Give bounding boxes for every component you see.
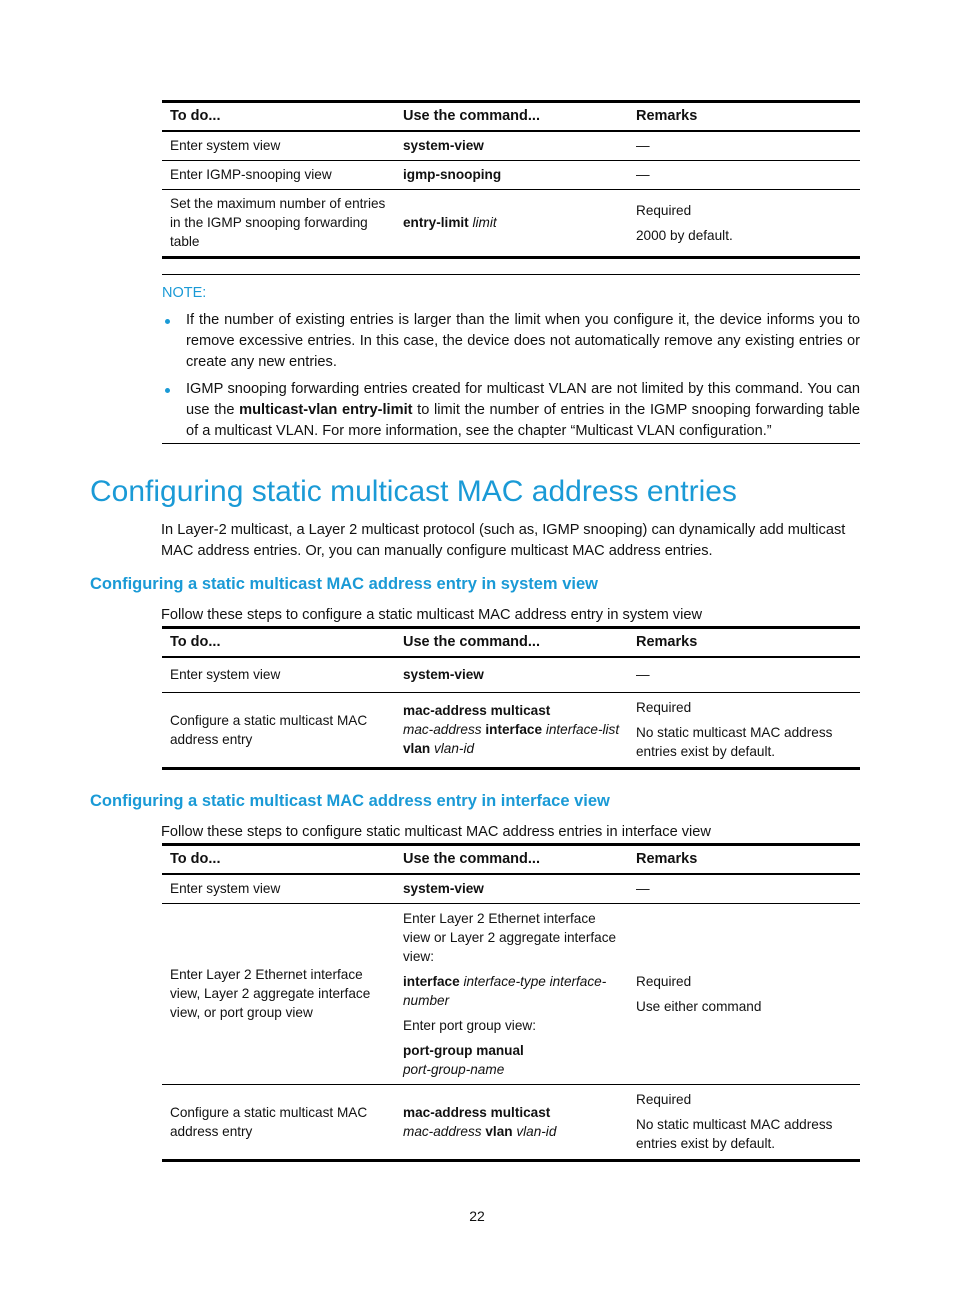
table-header-row [162,102,860,132]
command-cell [395,874,628,903]
remarks-line: Required [636,1092,692,1107]
command-cell [395,131,628,160]
todo-cell: Configure a static multicast MAC address entry [162,1084,395,1160]
command-argument: mac-address [403,722,482,737]
table-row [162,692,860,768]
command-keyword: port-group manual [403,1042,524,1058]
column-header-remarks: Remarks [628,845,860,875]
remarks-line: 2000 by default. [636,227,733,243]
column-header-todo: To do... [162,628,395,658]
igmp-entry-limit-table [162,100,860,259]
todo-cell: Set the maximum number of entries in the IGMP snooping forwarding table [162,189,395,257]
remarks-line: Use either command [636,998,762,1014]
table-header-row [162,845,860,875]
section-title: Configuring static multicast MAC address entries [90,475,737,508]
note-item-text: IGMP snooping forwarding entries created for multicast VLAN are not limited by this command. You can use the [186,381,860,418]
command-keyword: mac-address multicast [403,1104,551,1120]
note-top-rule [162,274,860,275]
column-header-command: Use the command... [395,102,628,132]
remarks-cell [628,1084,860,1160]
bullet-icon [165,388,170,393]
remarks-line: Required [636,973,692,989]
column-header-command: Use the command... [395,628,628,658]
remarks-line: Required [636,700,692,715]
column-header-todo: To do... [162,845,395,875]
command-cell [395,1084,628,1160]
todo-cell: Enter system view [162,874,395,903]
subsection-title-interface-view: Configuring a static multicast MAC address entry in interface view [90,792,610,810]
command-keyword: system-view [403,881,484,897]
command-cell [395,657,628,692]
column-header-remarks: Remarks [628,102,860,132]
table-row [162,657,860,692]
command-argument: limit [472,215,497,230]
table-row [162,160,860,189]
note-bottom-rule [162,443,860,444]
remarks-cell: — [628,874,860,903]
remarks-cell [628,189,860,257]
section-intro: In Layer-2 multicast, a Layer 2 multicast protocol (such as, IGMP snooping) can dynamically add multicast MAC address entries. Or, you can manually configure multicast MAC address entries. [161,522,846,559]
command-argument: interface-list [545,722,620,737]
command-argument: mac-address [403,1123,482,1139]
command-description: Enter port group view: [403,1017,536,1033]
note-item-text: If the number of existing entries is larger than the limit when you configure it, the device informs you to remove excessive entries. In this case, the device does not automatically remove any existing entries or create any new entries. [186,312,860,370]
remarks-line: No static multicast MAC address entries exist by default. [636,725,833,759]
subsection-title-system-view: Configuring a static multicast MAC address entry in system view [90,575,598,593]
command-syntax [403,1041,620,1079]
remarks-cell: — [628,160,860,189]
todo-cell: Enter system view [162,131,395,160]
command-syntax [403,972,620,1010]
table-row [162,903,860,1084]
bullet-icon [165,319,170,324]
table-row [162,1084,860,1160]
command-argument: port-group-name [403,1061,505,1077]
command-keyword: igmp-snooping [403,167,502,182]
remarks-line: Required [636,202,692,218]
command-description: Enter Layer 2 Ethernet interface view or Layer 2 aggregate interface view: [403,910,617,964]
todo-cell: Enter system view [162,657,395,692]
command-keyword: entry-limit [403,215,469,230]
command-keyword: mac-address multicast [403,703,551,718]
note-label: NOTE: [162,285,207,301]
command-keyword: system-view [403,138,484,154]
command-cell [395,189,628,257]
todo-cell: Enter IGMP-snooping view [162,160,395,189]
remarks-line: No static multicast MAC address entries exist by default. [636,1117,833,1151]
command-argument: interface-type interface-number [403,973,607,1008]
todo-cell: Enter Layer 2 Ethernet interface view, Layer 2 aggregate interface view, or port group view [162,903,395,1084]
table-row [162,189,860,257]
command-keyword: interface [403,973,460,989]
interface-view-mac-table [162,843,860,1162]
table-row [162,874,860,903]
command-keyword: vlan [485,1123,513,1139]
command-keyword: interface [485,722,543,737]
todo-cell: Configure a static multicast MAC address entry [162,692,395,768]
command-cell [395,903,628,1084]
note-list [162,310,860,442]
system-view-mac-table [162,626,860,770]
command-keyword: vlan [403,741,431,756]
note-item [162,310,860,373]
column-header-command: Use the command... [395,845,628,875]
command-argument: vlan-id [516,1123,557,1139]
note-block [162,283,860,442]
command-argument: vlan-id [433,741,475,756]
command-cell [395,692,628,768]
remarks-cell [628,692,860,768]
command-cell [395,160,628,189]
note-item [162,379,860,442]
remarks-cell: — [628,131,860,160]
note-item-text: to limit the number of entries in the IGMP snooping forwarding table of a multicast VLAN. For more information, see the chapter “Multicast VLAN configuration.” [186,402,860,439]
subsection-intro: Follow these steps to configure static multicast MAC address entries in interface view [161,824,711,840]
command-keyword: system-view [403,667,484,683]
table-row [162,131,860,160]
note-item-command: multicast-vlan entry-limit [239,402,413,418]
remarks-cell [628,903,860,1084]
column-header-remarks: Remarks [628,628,860,658]
remarks-cell: — [628,657,860,692]
page-number: 22 [469,1208,485,1224]
subsection-intro: Follow these steps to configure a static multicast MAC address entry in system view [161,607,702,623]
column-header-todo: To do... [162,102,395,132]
table-header-row [162,628,860,658]
